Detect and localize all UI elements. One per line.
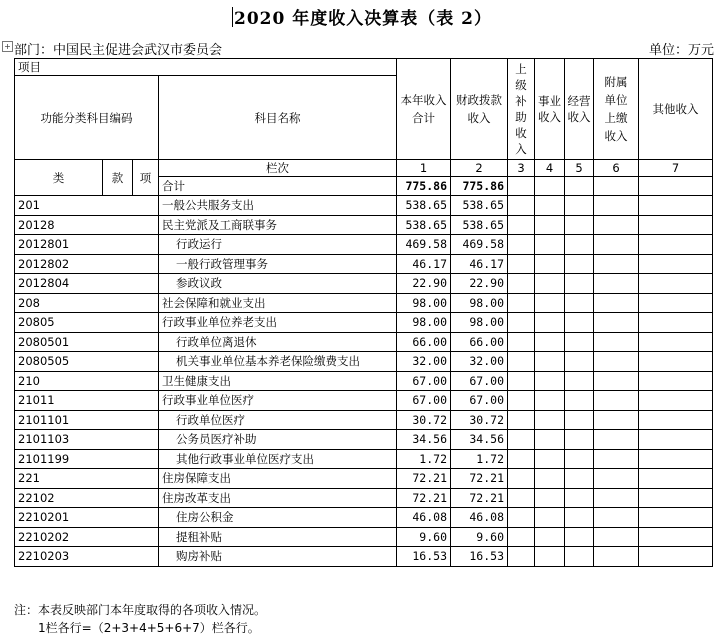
row-col4 — [535, 215, 565, 235]
col-number-7: 7 — [639, 160, 713, 177]
row-col2: 34.56 — [451, 430, 508, 450]
header-subject-name: 科目名称 — [159, 76, 397, 160]
row-subject-name: 一般公共服务支出 — [159, 196, 397, 216]
row-col1: 538.65 — [397, 215, 451, 235]
row-subject-name: 购房补贴 — [159, 547, 397, 567]
row-col6 — [594, 196, 639, 216]
row-subject-name: 社会保障和就业支出 — [159, 293, 397, 313]
row-col5 — [565, 235, 594, 255]
row-col1: 67.00 — [397, 371, 451, 391]
row-col7 — [639, 332, 713, 352]
row-col4 — [535, 410, 565, 430]
col-number-2: 2 — [451, 160, 508, 177]
row-col4 — [535, 449, 565, 469]
row-subject-name: 住房保障支出 — [159, 469, 397, 489]
table-row — [15, 352, 713, 372]
row-col5 — [565, 196, 594, 216]
row-col3 — [508, 196, 535, 216]
row-col2: 67.00 — [451, 391, 508, 411]
row-col7 — [639, 527, 713, 547]
table-row — [15, 527, 713, 547]
row-col3 — [508, 430, 535, 450]
row-col4 — [535, 508, 565, 528]
row-subject-name: 一般行政管理事务 — [159, 254, 397, 274]
total-col4 — [535, 177, 565, 196]
row-col1: 66.00 — [397, 332, 451, 352]
row-col3 — [508, 469, 535, 489]
row-col1: 46.08 — [397, 508, 451, 528]
table-row — [15, 391, 713, 411]
row-col2: 538.65 — [451, 215, 508, 235]
row-code: 22102 — [15, 488, 159, 508]
row-col2: 67.00 — [451, 371, 508, 391]
row-col7 — [639, 235, 713, 255]
row-col3 — [508, 527, 535, 547]
row-col3 — [508, 293, 535, 313]
row-col7 — [639, 313, 713, 333]
row-code: 2080501 — [15, 332, 159, 352]
row-col6 — [594, 235, 639, 255]
row-col4 — [535, 352, 565, 372]
row-col1: 72.21 — [397, 469, 451, 489]
note-line-1: 注：本表反映部门本年度取得的各项收入情况。 — [14, 603, 267, 617]
row-code: 2101103 — [15, 430, 159, 450]
table-row — [15, 430, 713, 450]
row-col5 — [565, 469, 594, 489]
table-row — [15, 196, 713, 216]
col-number-4: 4 — [535, 160, 565, 177]
header-col3: 上级补助收入 — [508, 59, 535, 160]
col-number-3: 3 — [508, 160, 535, 177]
total-col1: 775.86 — [397, 177, 451, 196]
header-col7: 其他收入 — [639, 59, 713, 160]
row-subject-name: 住房改革支出 — [159, 488, 397, 508]
row-col5 — [565, 352, 594, 372]
row-col1: 30.72 — [397, 410, 451, 430]
row-col7 — [639, 430, 713, 450]
total-col3 — [508, 177, 535, 196]
header-func-code: 功能分类科目编码 — [15, 76, 159, 160]
row-col5 — [565, 391, 594, 411]
row-subject-name: 住房公积金 — [159, 508, 397, 528]
row-code: 221 — [15, 469, 159, 489]
table-row — [15, 274, 713, 294]
table-row — [15, 469, 713, 489]
row-col7 — [639, 391, 713, 411]
row-col3 — [508, 215, 535, 235]
row-col4 — [535, 332, 565, 352]
row-col3 — [508, 410, 535, 430]
row-col2: 98.00 — [451, 293, 508, 313]
row-col6 — [594, 430, 639, 450]
row-col5 — [565, 371, 594, 391]
row-col2: 538.65 — [451, 196, 508, 216]
row-col1: 9.60 — [397, 527, 451, 547]
row-col7 — [639, 449, 713, 469]
table-row — [15, 332, 713, 352]
row-col2: 1.72 — [451, 449, 508, 469]
row-col6 — [594, 449, 639, 469]
row-col1: 32.00 — [397, 352, 451, 372]
row-col3 — [508, 508, 535, 528]
row-col6 — [594, 469, 639, 489]
row-code: 2101199 — [15, 449, 159, 469]
row-col4 — [535, 430, 565, 450]
row-col6 — [594, 215, 639, 235]
department-label: 部门：中国民主促进会武汉市委员会 — [14, 43, 223, 58]
row-subject-name: 行政事业单位医疗 — [159, 391, 397, 411]
col-number-5: 5 — [565, 160, 594, 177]
row-col5 — [565, 293, 594, 313]
row-col3 — [508, 313, 535, 333]
row-col1: 34.56 — [397, 430, 451, 450]
row-code: 210 — [15, 371, 159, 391]
row-col1: 16.53 — [397, 547, 451, 567]
row-col1: 1.72 — [397, 449, 451, 469]
row-col5 — [565, 527, 594, 547]
row-col4 — [535, 547, 565, 567]
row-col5 — [565, 547, 594, 567]
table-row — [15, 235, 713, 255]
row-col7 — [639, 508, 713, 528]
row-subject-name: 行政单位离退休 — [159, 332, 397, 352]
row-col6 — [594, 527, 639, 547]
col-number-6: 6 — [594, 160, 639, 177]
row-code: 2012801 — [15, 235, 159, 255]
row-col7 — [639, 371, 713, 391]
row-col4 — [535, 488, 565, 508]
table-row — [15, 215, 713, 235]
table-row — [15, 410, 713, 430]
total-col5 — [565, 177, 594, 196]
row-col2: 46.17 — [451, 254, 508, 274]
row-col1: 469.58 — [397, 235, 451, 255]
row-code: 20805 — [15, 313, 159, 333]
row-col4 — [535, 293, 565, 313]
note-line-2: 1栏各行=（2+3+4+5+6+7）栏各行。 — [38, 621, 260, 635]
row-col7 — [639, 410, 713, 430]
table-row — [15, 508, 713, 528]
row-col3 — [508, 352, 535, 372]
row-subject-name: 提租补贴 — [159, 527, 397, 547]
row-col1: 538.65 — [397, 196, 451, 216]
row-col2: 66.00 — [451, 332, 508, 352]
total-col2: 775.86 — [451, 177, 508, 196]
row-col6 — [594, 332, 639, 352]
table-row — [15, 449, 713, 469]
row-col3 — [508, 488, 535, 508]
row-col7 — [639, 352, 713, 372]
row-code: 208 — [15, 293, 159, 313]
row-col5 — [565, 332, 594, 352]
table-row — [15, 488, 713, 508]
row-subject-name: 行政事业单位养老支出 — [159, 313, 397, 333]
row-col1: 72.21 — [397, 488, 451, 508]
row-code: 2080505 — [15, 352, 159, 372]
row-code: 20128 — [15, 215, 159, 235]
header-col2: 财政拨款收入 — [451, 59, 508, 160]
header-lei: 类 — [15, 160, 103, 196]
row-col4 — [535, 254, 565, 274]
header-col5: 经营收入 — [565, 59, 594, 160]
report-title — [0, 4, 724, 29]
row-col1: 98.00 — [397, 293, 451, 313]
row-col5 — [565, 430, 594, 450]
row-col4 — [535, 391, 565, 411]
row-col2: 30.72 — [451, 410, 508, 430]
row-col2: 22.90 — [451, 274, 508, 294]
table-row — [15, 371, 713, 391]
row-col6 — [594, 352, 639, 372]
table-row — [15, 313, 713, 333]
total-label: 合计 — [159, 177, 397, 196]
row-col7 — [639, 547, 713, 567]
table-row — [15, 254, 713, 274]
row-col6 — [594, 313, 639, 333]
table-row — [15, 293, 713, 313]
row-col6 — [594, 547, 639, 567]
total-col6 — [594, 177, 639, 196]
row-col3 — [508, 391, 535, 411]
row-code: 2210203 — [15, 547, 159, 567]
row-col6 — [594, 410, 639, 430]
header-kuan: 款 — [103, 160, 133, 196]
row-code: 2101101 — [15, 410, 159, 430]
row-col5 — [565, 254, 594, 274]
row-col6 — [594, 508, 639, 528]
row-col7 — [639, 254, 713, 274]
row-col7 — [639, 274, 713, 294]
row-col7 — [639, 215, 713, 235]
row-col6 — [594, 371, 639, 391]
row-subject-name: 机关事业单位基本养老保险缴费支出 — [159, 352, 397, 372]
total-col7 — [639, 177, 713, 196]
row-col7 — [639, 196, 713, 216]
row-col2: 469.58 — [451, 235, 508, 255]
row-col1: 67.00 — [397, 391, 451, 411]
row-col2: 32.00 — [451, 352, 508, 372]
row-col2: 46.08 — [451, 508, 508, 528]
row-col4 — [535, 235, 565, 255]
row-col4 — [535, 196, 565, 216]
header-col4: 事业收入 — [535, 59, 565, 160]
row-col6 — [594, 391, 639, 411]
row-subject-name: 参政议政 — [159, 274, 397, 294]
header-col6: 附属单位上缴收入 — [594, 59, 639, 160]
row-col2: 72.21 — [451, 488, 508, 508]
row-code: 2210202 — [15, 527, 159, 547]
table-notes — [14, 601, 266, 637]
row-col3 — [508, 235, 535, 255]
row-code: 21011 — [15, 391, 159, 411]
row-col4 — [535, 274, 565, 294]
col-number-1: 1 — [397, 160, 451, 177]
row-col3 — [508, 274, 535, 294]
row-col3 — [508, 254, 535, 274]
row-col5 — [565, 508, 594, 528]
row-col4 — [535, 469, 565, 489]
row-col1: 22.90 — [397, 274, 451, 294]
row-col6 — [594, 274, 639, 294]
report-title-text: 2020 年度收入决算表（表 2） — [234, 9, 492, 29]
row-col6 — [594, 488, 639, 508]
row-subject-name: 公务员医疗补助 — [159, 430, 397, 450]
row-col5 — [565, 313, 594, 333]
row-col6 — [594, 293, 639, 313]
row-subject-name: 行政运行 — [159, 235, 397, 255]
row-col7 — [639, 293, 713, 313]
row-col4 — [535, 313, 565, 333]
row-col5 — [565, 410, 594, 430]
row-col4 — [535, 371, 565, 391]
row-col3 — [508, 547, 535, 567]
row-subject-name: 其他行政事业单位医疗支出 — [159, 449, 397, 469]
header-xiang: 项 — [133, 160, 159, 196]
row-col5 — [565, 215, 594, 235]
row-code: 201 — [15, 196, 159, 216]
row-col7 — [639, 469, 713, 489]
row-col5 — [565, 488, 594, 508]
row-col4 — [535, 527, 565, 547]
row-subject-name: 民主党派及工商联事务 — [159, 215, 397, 235]
row-col5 — [565, 274, 594, 294]
row-col2: 16.53 — [451, 547, 508, 567]
row-col2: 98.00 — [451, 313, 508, 333]
row-col1: 46.17 — [397, 254, 451, 274]
table-row — [15, 547, 713, 567]
row-col6 — [594, 254, 639, 274]
row-code: 2210201 — [15, 508, 159, 528]
row-col1: 98.00 — [397, 313, 451, 333]
row-subject-name: 行政单位医疗 — [159, 410, 397, 430]
income-table — [14, 58, 713, 567]
header-col1: 本年收入合计 — [397, 59, 451, 160]
text-cursor — [232, 7, 233, 27]
row-col3 — [508, 332, 535, 352]
unit-label: 单位：万元 — [648, 43, 714, 58]
header-lanci: 栏次 — [159, 160, 397, 177]
row-col2: 72.21 — [451, 469, 508, 489]
row-col3 — [508, 449, 535, 469]
header-item: 项目 — [15, 59, 397, 76]
row-col3 — [508, 371, 535, 391]
row-code: 2012804 — [15, 274, 159, 294]
row-col7 — [639, 488, 713, 508]
table-anchor-icon[interactable]: + — [2, 41, 13, 52]
row-code: 2012802 — [15, 254, 159, 274]
row-col5 — [565, 449, 594, 469]
row-col2: 9.60 — [451, 527, 508, 547]
row-subject-name: 卫生健康支出 — [159, 371, 397, 391]
